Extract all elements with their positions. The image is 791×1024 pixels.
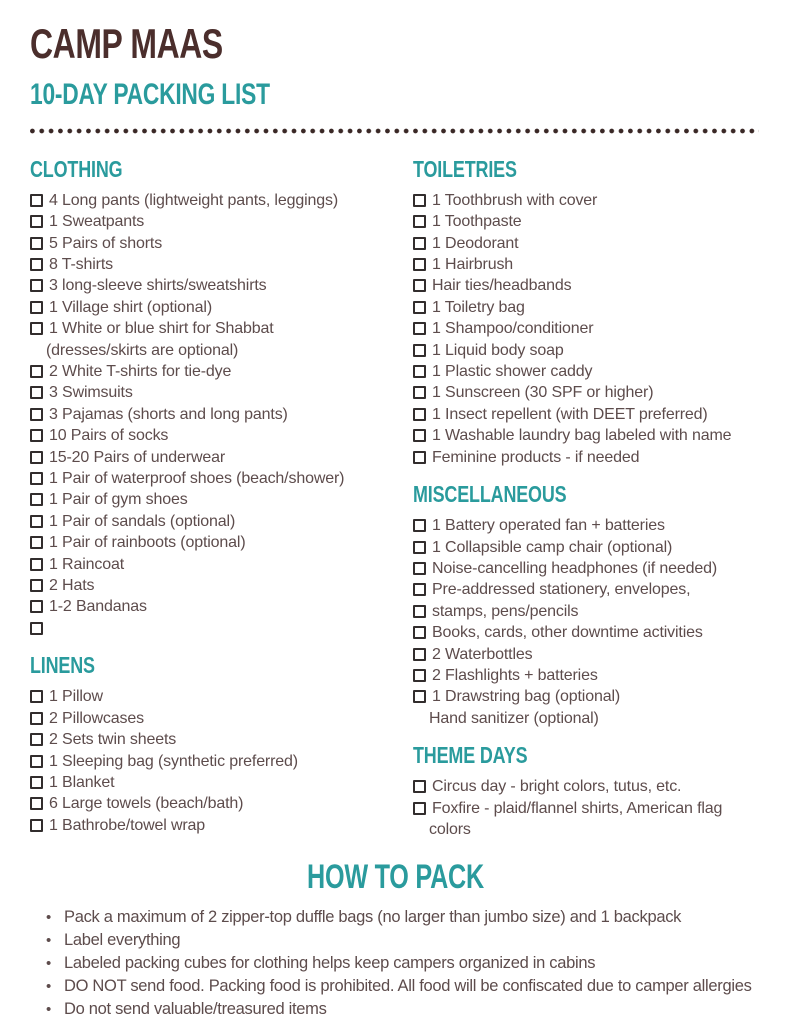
checkbox[interactable] xyxy=(30,558,43,571)
checklist-item-label: Circus day - bright colors, tutus, etc. xyxy=(432,778,682,796)
checklist-item-label: 3 Pajamas (shorts and long pants) xyxy=(49,405,288,423)
checklist-item-label: Noise-cancelling headphones (if needed) xyxy=(432,559,718,577)
checkbox[interactable] xyxy=(30,797,43,810)
checklist-item xyxy=(30,772,413,793)
checklist-item xyxy=(413,537,765,558)
bullet-icon: • xyxy=(46,908,51,926)
checkbox[interactable] xyxy=(30,194,43,207)
checklist-item xyxy=(30,297,413,318)
checklist-item xyxy=(30,211,413,232)
checklist-item xyxy=(413,211,765,232)
checkbox[interactable] xyxy=(413,605,426,618)
checkbox[interactable] xyxy=(413,429,426,442)
checkbox[interactable] xyxy=(413,669,426,682)
checkbox[interactable] xyxy=(30,776,43,789)
bullet-icon: • xyxy=(46,1000,51,1018)
checklist-item-label: 1 Toothpaste xyxy=(432,213,522,231)
checklist-item xyxy=(413,275,765,296)
checklist-item xyxy=(30,511,413,532)
checkbox[interactable] xyxy=(413,258,426,271)
checkbox[interactable] xyxy=(30,365,43,378)
section-toiletries xyxy=(413,157,765,468)
checklist-item xyxy=(30,575,413,596)
page-subtitle: 10-DAY PACKING LIST xyxy=(30,78,270,112)
section-heading: LINENS xyxy=(30,652,95,679)
checklist-item xyxy=(413,447,765,468)
checklist-item xyxy=(413,340,765,361)
bullet-icon: • xyxy=(46,954,51,972)
checkbox[interactable] xyxy=(413,215,426,228)
checkbox[interactable] xyxy=(413,194,426,207)
checkbox[interactable] xyxy=(413,802,426,815)
checklist-item xyxy=(413,404,765,425)
checklist-item-label: 1 Pair of gym shoes xyxy=(49,491,188,509)
checklist-item xyxy=(30,275,413,296)
checklist-item xyxy=(30,596,413,617)
how-to-pack-heading: HOW TO PACK xyxy=(307,857,484,896)
checklist-item-label: 1 Sleeping bag (synthetic preferred) xyxy=(49,752,298,770)
checklist-item-label: 2 Flashlights + batteries xyxy=(432,667,598,684)
checklist-item xyxy=(413,233,765,254)
checklist-item xyxy=(413,361,765,382)
checkbox[interactable] xyxy=(30,712,43,725)
checklist-item-label: 1 Shampoo/conditioner xyxy=(432,320,594,338)
checklist-item xyxy=(413,558,765,579)
checklist-item-label: 1 Hairbrush xyxy=(432,255,514,273)
checklist-item-label: 1 Collapsible camp chair (optional) xyxy=(432,538,673,556)
checklist-item xyxy=(30,815,413,836)
checklist-item xyxy=(30,729,413,750)
checklist-item xyxy=(30,686,413,707)
checkbox[interactable] xyxy=(413,780,426,793)
checklist-item-label: 2 Hats xyxy=(49,577,95,595)
checklist-item-label: Pre-addressed stationery, envelopes, xyxy=(432,581,691,599)
section-theme-days xyxy=(413,743,765,840)
checklist-item-label: 1 Pair of waterproof shoes (beach/shower) xyxy=(49,470,345,488)
bullet-text: Pack a maximum of 2 zipper-top duffle bags (no larger than jumbo size) and 1 backpack xyxy=(64,907,682,926)
section-heading: MISCELLANEOUS xyxy=(413,481,567,508)
checkbox[interactable] xyxy=(413,386,426,399)
checklist-item-label: Hand sanitizer (optional) xyxy=(429,709,599,727)
checklist-item-label: 1 Toiletry bag xyxy=(432,298,525,316)
checkbox[interactable] xyxy=(30,472,43,485)
checklist-item-label: 1 Toothbrush with cover xyxy=(432,191,598,209)
checklist-item-label: 8 T-shirts xyxy=(49,255,114,273)
checklist-item-label: 1 White or blue shirt for Shabbat xyxy=(49,320,274,338)
checklist-item xyxy=(413,686,765,707)
checklist-item xyxy=(30,404,413,425)
checklist-item xyxy=(30,468,413,489)
checklist-item xyxy=(413,382,765,403)
checklist-item-label: Hair ties/headbands xyxy=(432,277,572,295)
checklist-item-label: 1 Pillow xyxy=(49,688,103,706)
checklist-item xyxy=(30,489,413,510)
checklist-item xyxy=(413,644,765,665)
checklist-item-label: 3 Swimsuits xyxy=(49,384,133,402)
checkbox[interactable] xyxy=(30,579,43,592)
checkbox[interactable] xyxy=(30,536,43,549)
checklist-item xyxy=(30,254,413,275)
checklist-item xyxy=(30,554,413,575)
checklist-item-label: (dresses/skirts are optional) xyxy=(46,341,239,359)
checklist-item xyxy=(413,515,765,536)
checklist-item xyxy=(30,447,413,468)
checklist-item-label: 1 Village shirt (optional) xyxy=(49,298,213,316)
checkbox[interactable] xyxy=(413,583,426,596)
checkbox[interactable] xyxy=(413,519,426,532)
checkbox[interactable] xyxy=(30,600,43,613)
checklist-item-label: 5 Pairs of shorts xyxy=(49,234,163,252)
bullet-text: Label everything xyxy=(64,930,181,949)
checkbox[interactable] xyxy=(30,515,43,528)
checkbox[interactable] xyxy=(413,301,426,314)
checklist-item-label: 1 Deodorant xyxy=(432,234,519,252)
checklist-item xyxy=(413,425,765,446)
how-to-pack-bullet xyxy=(46,952,763,975)
bullet-text: Do not send valuable/treasured items xyxy=(64,999,327,1018)
checklist-item xyxy=(413,297,765,318)
checkbox[interactable] xyxy=(30,237,43,250)
checkbox[interactable] xyxy=(30,622,43,635)
page-header xyxy=(0,0,791,134)
how-to-pack-list xyxy=(0,904,791,1021)
checklist-item xyxy=(413,819,765,840)
how-to-pack-bullet xyxy=(46,906,763,929)
checkbox[interactable] xyxy=(30,451,43,464)
checklist-item-label: colors xyxy=(429,821,471,839)
checklist-item xyxy=(30,425,413,446)
checklist-columns xyxy=(0,134,791,855)
checklist-item xyxy=(30,708,413,729)
checklist-item xyxy=(30,361,413,382)
left-column xyxy=(30,157,413,851)
checkbox[interactable] xyxy=(413,648,426,661)
checklist-item-label: 10 Pairs of socks xyxy=(49,427,169,445)
checkbox[interactable] xyxy=(30,429,43,442)
bullet-icon: • xyxy=(46,931,51,949)
checklist-item xyxy=(30,382,413,403)
checkbox[interactable] xyxy=(30,279,43,292)
checklist-item xyxy=(30,318,413,339)
how-to-pack-section xyxy=(0,857,791,1021)
checklist-item xyxy=(30,340,413,361)
checklist-item-label: 1-2 Bandanas xyxy=(49,598,147,616)
checklist-item-label: 1 Pair of rainboots (optional) xyxy=(49,534,246,552)
checklist-item xyxy=(413,665,765,686)
checkbox[interactable] xyxy=(30,733,43,746)
checklist-item-label: 15-20 Pairs of underwear xyxy=(49,448,226,466)
checklist-item xyxy=(413,776,765,797)
checklist-item-label: 3 long-sleeve shirts/sweatshirts xyxy=(49,277,267,295)
checkbox[interactable] xyxy=(30,755,43,768)
page-title: CAMP MAAS xyxy=(30,20,223,67)
checklist-item-label: 2 White T-shirts for tie-dye xyxy=(49,362,232,380)
checklist-item xyxy=(413,318,765,339)
checklist-item xyxy=(30,793,413,814)
how-to-pack-bullet xyxy=(46,929,763,952)
checklist-item-label: Feminine products - if needed xyxy=(432,448,640,466)
section-heading: TOILETRIES xyxy=(413,155,517,182)
checkbox[interactable] xyxy=(413,344,426,357)
section-heading: THEME DAYS xyxy=(413,742,528,769)
section-miscellaneous xyxy=(413,482,765,729)
checkbox[interactable] xyxy=(30,819,43,832)
checkbox[interactable] xyxy=(30,408,43,421)
checklist-item-label: 2 Sets twin sheets xyxy=(49,731,177,749)
checklist-item xyxy=(413,601,765,622)
checkbox[interactable] xyxy=(413,562,426,575)
checklist-item-label: 6 Large towels (beach/bath) xyxy=(49,795,244,813)
right-column xyxy=(413,157,765,855)
checklist-item xyxy=(413,622,765,643)
checklist-item-label: Foxfire - plaid/flannel shirts, American flag xyxy=(432,799,723,817)
checkbox[interactable] xyxy=(413,451,426,464)
checklist-item-label: 1 Liquid body soap xyxy=(432,341,564,359)
checklist-item xyxy=(413,798,765,819)
checklist-item-label: 1 Blanket xyxy=(49,774,115,792)
checklist-item xyxy=(413,579,765,600)
checklist-item-label: 2 Pillowcases xyxy=(49,709,144,727)
how-to-pack-bullet xyxy=(46,998,763,1021)
checklist-item-label: 1 Pair of sandals (optional) xyxy=(49,512,236,530)
checklist-item xyxy=(30,233,413,254)
bullet-text: Labeled packing cubes for clothing helps keep campers organized in cabins xyxy=(64,953,596,972)
checklist-item-label: 1 Battery operated fan + batteries xyxy=(432,517,665,535)
checklist-item xyxy=(413,254,765,275)
checklist-item-label: 1 Bathrobe/towel wrap xyxy=(49,816,206,834)
checkbox[interactable] xyxy=(30,690,43,703)
bullet-text: DO NOT send food. Packing food is prohibited. All food will be confiscated due to camper allergies xyxy=(64,976,752,995)
checkbox[interactable] xyxy=(413,322,426,335)
checkbox[interactable] xyxy=(30,322,43,335)
checklist-item-label: 2 Waterbottles xyxy=(432,645,533,663)
checkbox[interactable] xyxy=(30,493,43,506)
checklist-item-label: 1 Drawstring bag (optional) xyxy=(432,688,621,706)
checkbox[interactable] xyxy=(30,215,43,228)
section-heading: CLOTHING xyxy=(30,155,123,182)
checklist-item-label: stamps, pens/pencils xyxy=(432,602,579,620)
checklist-item-label: Books, cards, other downtime activities xyxy=(432,624,703,642)
checklist-item xyxy=(30,751,413,772)
checklist-item xyxy=(30,190,413,211)
how-to-pack-bullet xyxy=(46,975,763,998)
checkbox[interactable] xyxy=(413,279,426,292)
checklist-item-label: 1 Sweatpants xyxy=(49,213,145,231)
checklist-item-label: 1 Insect repellent (with DEET preferred) xyxy=(432,405,708,423)
checkbox[interactable] xyxy=(413,541,426,554)
checklist-item-label: 1 Sunscreen (30 SPF or higher) xyxy=(432,384,654,402)
checklist-item-label: 4 Long pants (lightweight pants, leggings) xyxy=(49,191,339,209)
checklist-item-label: 1 Washable laundry bag labeled with name xyxy=(432,427,732,445)
checklist-item xyxy=(30,532,413,553)
checkbox[interactable] xyxy=(413,626,426,639)
checklist-item xyxy=(413,190,765,211)
checkbox[interactable] xyxy=(413,690,426,703)
bullet-icon: • xyxy=(46,977,51,995)
checkbox[interactable] xyxy=(413,408,426,421)
checklist-item xyxy=(413,708,765,729)
checkbox[interactable] xyxy=(413,365,426,378)
checkbox[interactable] xyxy=(413,237,426,250)
checkbox[interactable] xyxy=(30,258,43,271)
section-clothing xyxy=(30,157,413,640)
checklist-item xyxy=(30,618,413,639)
section-linens xyxy=(30,653,413,836)
checklist-item-label: 1 Raincoat xyxy=(49,555,124,573)
checkbox[interactable] xyxy=(30,301,43,314)
checkbox[interactable] xyxy=(30,386,43,399)
checklist-item-label: 1 Plastic shower caddy xyxy=(432,362,593,380)
